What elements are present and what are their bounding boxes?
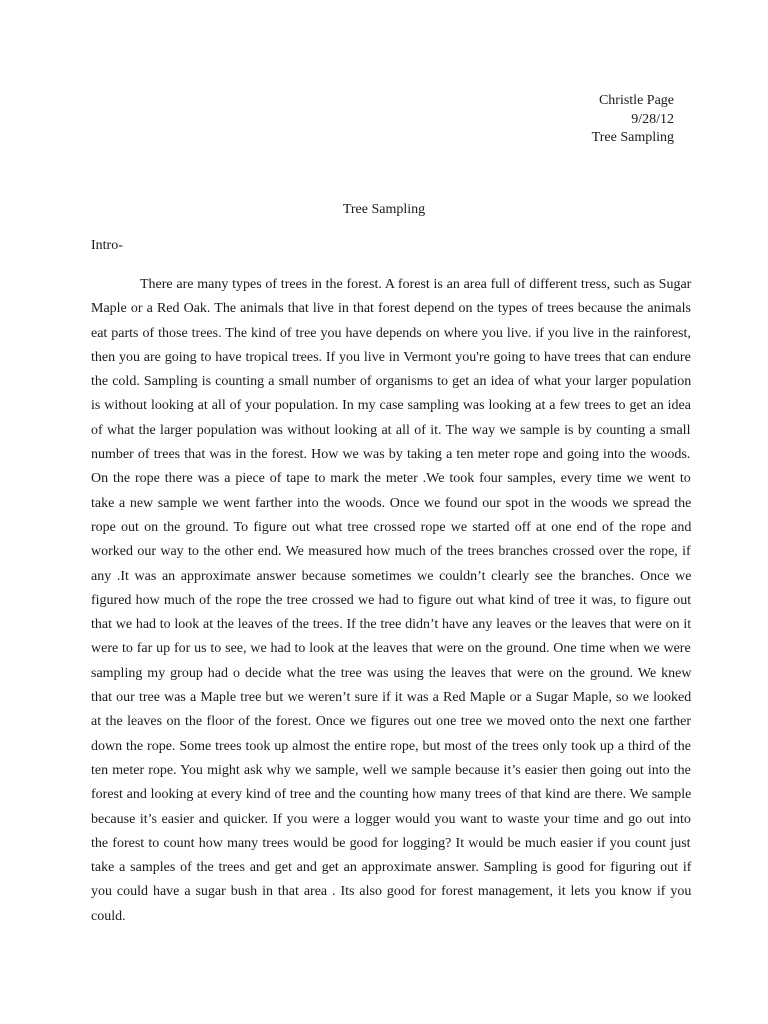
paragraph-line: could. — [91, 908, 126, 924]
paragraph-line: is without looking at all of your population. In my case sampling was looking at a few trees to get an idea — [91, 398, 691, 414]
paragraph-line: take a samples of the trees and get and get an approximate answer. Sampling is good for figuring out if — [91, 860, 692, 876]
paragraph-line: sampling my group had o decide what the tree was using the leaves that were on the ground. We knew — [91, 665, 692, 681]
paragraph-line: that we had to look at the leaves of the trees. If the tree didn’t have any leaves or the leaves that were on it — [91, 617, 692, 633]
document-subject: Tree Sampling — [591, 130, 674, 145]
paragraph-line: On the rope there was a piece of tape to mark the meter .We took four samples, every time we went to — [91, 471, 691, 487]
paragraph-line: any .It was an approximate answer because sometimes we couldn’t clearly see the branches. Once we — [91, 568, 692, 584]
paragraph-line: ten meter rope. You might ask why we sample, well we sample because it’s easier then going out into the — [91, 762, 691, 778]
paragraph-line: that our tree was a Maple tree but we weren’t sure if it was a Red Maple or a Sugar Maple, so we looked — [91, 690, 692, 706]
section-label: Intro- — [91, 238, 123, 253]
paragraph-line: number of trees that was in the forest. How we was by taking a ten meter rope and going into the woods. — [91, 447, 691, 463]
document-header — [592, 92, 674, 148]
paragraph-line: were to far up for us to see, we had to look at the leaves that were on the ground. One time when we were — [91, 641, 691, 657]
paragraph-line: eat parts of those trees. The kind of tree you have depends on where you live. if you live in the rainforest, — [91, 325, 691, 341]
paragraph-line: rope out on the ground. To figure out what tree crossed rope we started off at one end of the rope and — [91, 519, 692, 535]
document-date: 9/28/12 — [631, 111, 674, 127]
paragraph-line: you could have a sugar bush in that area . Its also good for forest management, it lets you know if you — [91, 884, 692, 900]
paragraph-line: take a new sample we went farther into the woods. Once we found our spot in the woods we spread the — [91, 495, 692, 511]
paragraph-line: of what the larger population was without looking at all of it. The way we sample is by counting a small — [91, 422, 691, 438]
paragraph-line: then you are going to have tropical trees. If you live in Vermont you're going to have trees that can endure — [91, 349, 691, 365]
paragraph-line: Maple or a Red Oak. The animals that live in that forest depend on the types of trees because the animals — [91, 301, 691, 317]
paragraph-line: down the rope. Some trees took up almost the entire rope, but most of the trees only took up a third of the — [91, 738, 691, 754]
paragraph-line: the cold. Sampling is counting a small number of organisms to get an idea of what your larger population — [91, 374, 692, 390]
paragraph-line: the forest to count how many trees would be good for logging? It would be much easier if you count just — [91, 835, 691, 851]
paragraph-line: There are many types of trees in the forest. A forest is an area full of different tress, such as Sugar — [140, 277, 692, 292]
paragraph-line: at the leaves on the floor of the forest. Once we figures out one tree we moved onto the next one farther — [91, 714, 692, 730]
paragraph-line: figured how much of the rope the tree crossed we had to figure out what kind of tree it was, to figure out — [91, 592, 692, 608]
paragraph-line: because it’s easier and quicker. If you were a logger would you want to waste your time and go out into — [91, 811, 691, 827]
paragraph-line: forest and looking at every kind of tree and the counting how many trees of that kind are there. We sample — [91, 787, 692, 803]
paragraph-line: worked our way to the other end. We measured how much of the trees branches crossed over the rope, if — [91, 544, 691, 560]
body-paragraph — [91, 273, 691, 929]
document-title: Tree Sampling — [342, 202, 426, 217]
author-name: Christle Page — [598, 93, 674, 108]
